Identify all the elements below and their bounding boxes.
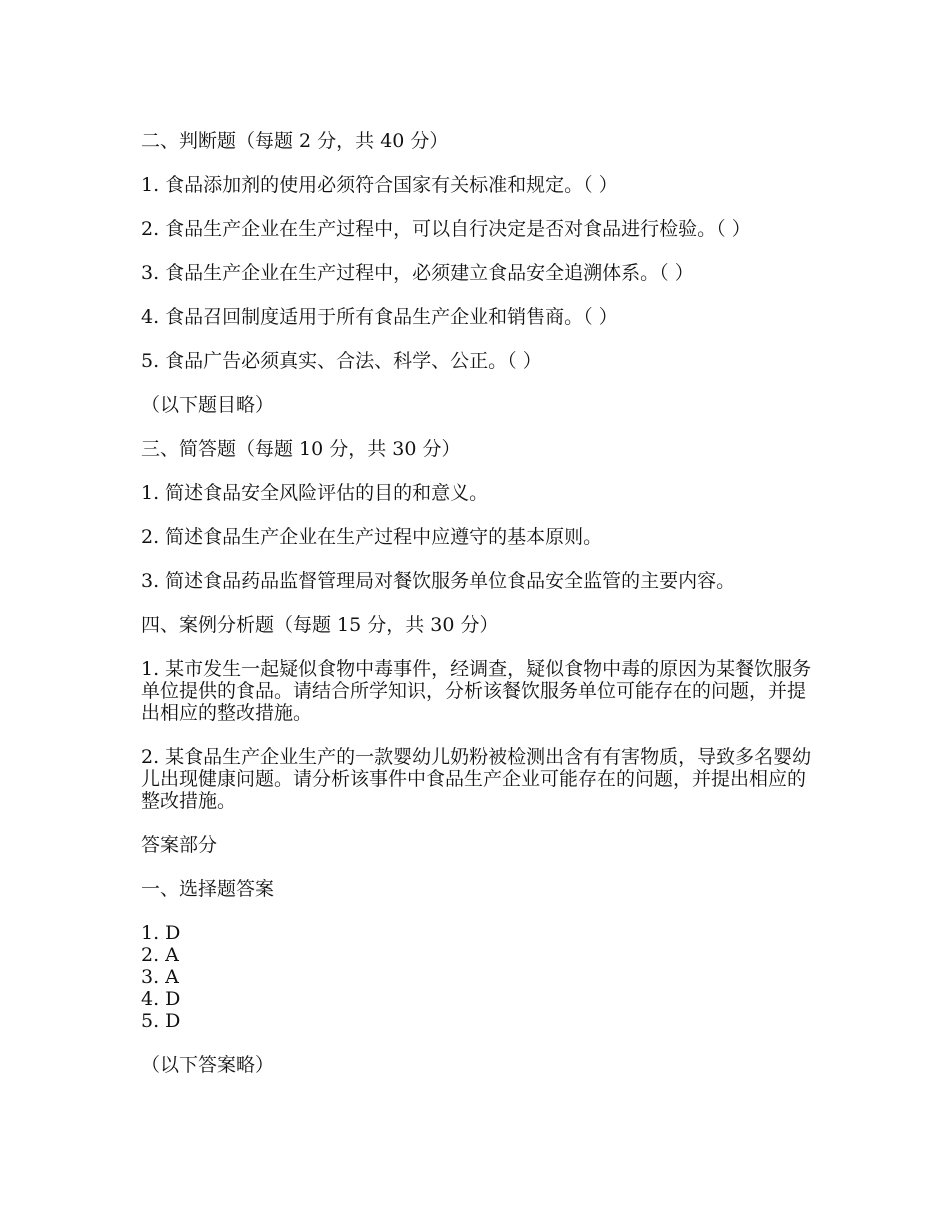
answer-item-2: 2. A — [141, 944, 179, 966]
answer-item-5: 5. D — [141, 1010, 181, 1032]
answers-section-title-choice: 一、选择题答案 — [141, 878, 275, 900]
answer-list — [141, 922, 821, 1032]
judgement-item-1: 1. 食品添加剂的使用必须符合国家有关标准和规定。（ ） — [141, 174, 618, 196]
answer-item-3: 3. A — [141, 966, 179, 988]
answers-heading: 答案部分 — [141, 834, 218, 856]
short-answer-item-3: 3. 简述食品药品监督管理局对餐饮服务单位食品安全监管的主要内容。 — [141, 570, 736, 592]
case-analysis-item-1: 1. 某市发生一起疑似食物中毒事件，经调查，疑似食物中毒的原因为某餐饮服务单位提供的食品。请结合所学知识，分析该餐饮服务单位可能存在的问题，并提出相应的整改措施。 — [141, 658, 812, 724]
section-title-case-analysis: 四、案例分析题（每题 15 分，共 30 分） — [141, 614, 499, 636]
answers-omitted-note: （以下答案略） — [141, 1054, 275, 1076]
short-answer-item-2: 2. 简述食品生产企业在生产过程中应遵守的基本原则。 — [141, 526, 603, 548]
judgement-item-3: 3. 食品生产企业在生产过程中，必须建立食品安全追溯体系。（ ） — [141, 262, 694, 284]
judgement-item-2: 2. 食品生产企业在生产过程中，可以自行决定是否对食品进行检验。（ ） — [141, 218, 751, 240]
judgement-omitted-note: （以下题目略） — [141, 394, 275, 416]
section-title-judgement: 二、判断题（每题 2 分，共 40 分） — [141, 130, 449, 152]
judgement-item-4: 4. 食品召回制度适用于所有食品生产企业和销售商。（ ） — [141, 306, 618, 328]
answer-item-4: 4. D — [141, 988, 181, 1010]
short-answer-item-1: 1. 简述食品安全风险评估的目的和意义。 — [141, 482, 489, 504]
case-analysis-item-2: 2. 某食品生产企业生产的一款婴幼儿奶粉被检测出含有有害物质，导致多名婴幼儿出现健康问题。请分析该事件中食品生产企业可能存在的问题，并提出相应的整改措施。 — [141, 746, 812, 812]
document-page — [141, 130, 821, 1098]
judgement-item-5: 5. 食品广告必须真实、合法、科学、公正。（ ） — [141, 350, 542, 372]
section-title-short-answer: 三、简答题（每题 10 分，共 30 分） — [141, 438, 461, 460]
answer-item-1: 1. D — [141, 922, 181, 944]
